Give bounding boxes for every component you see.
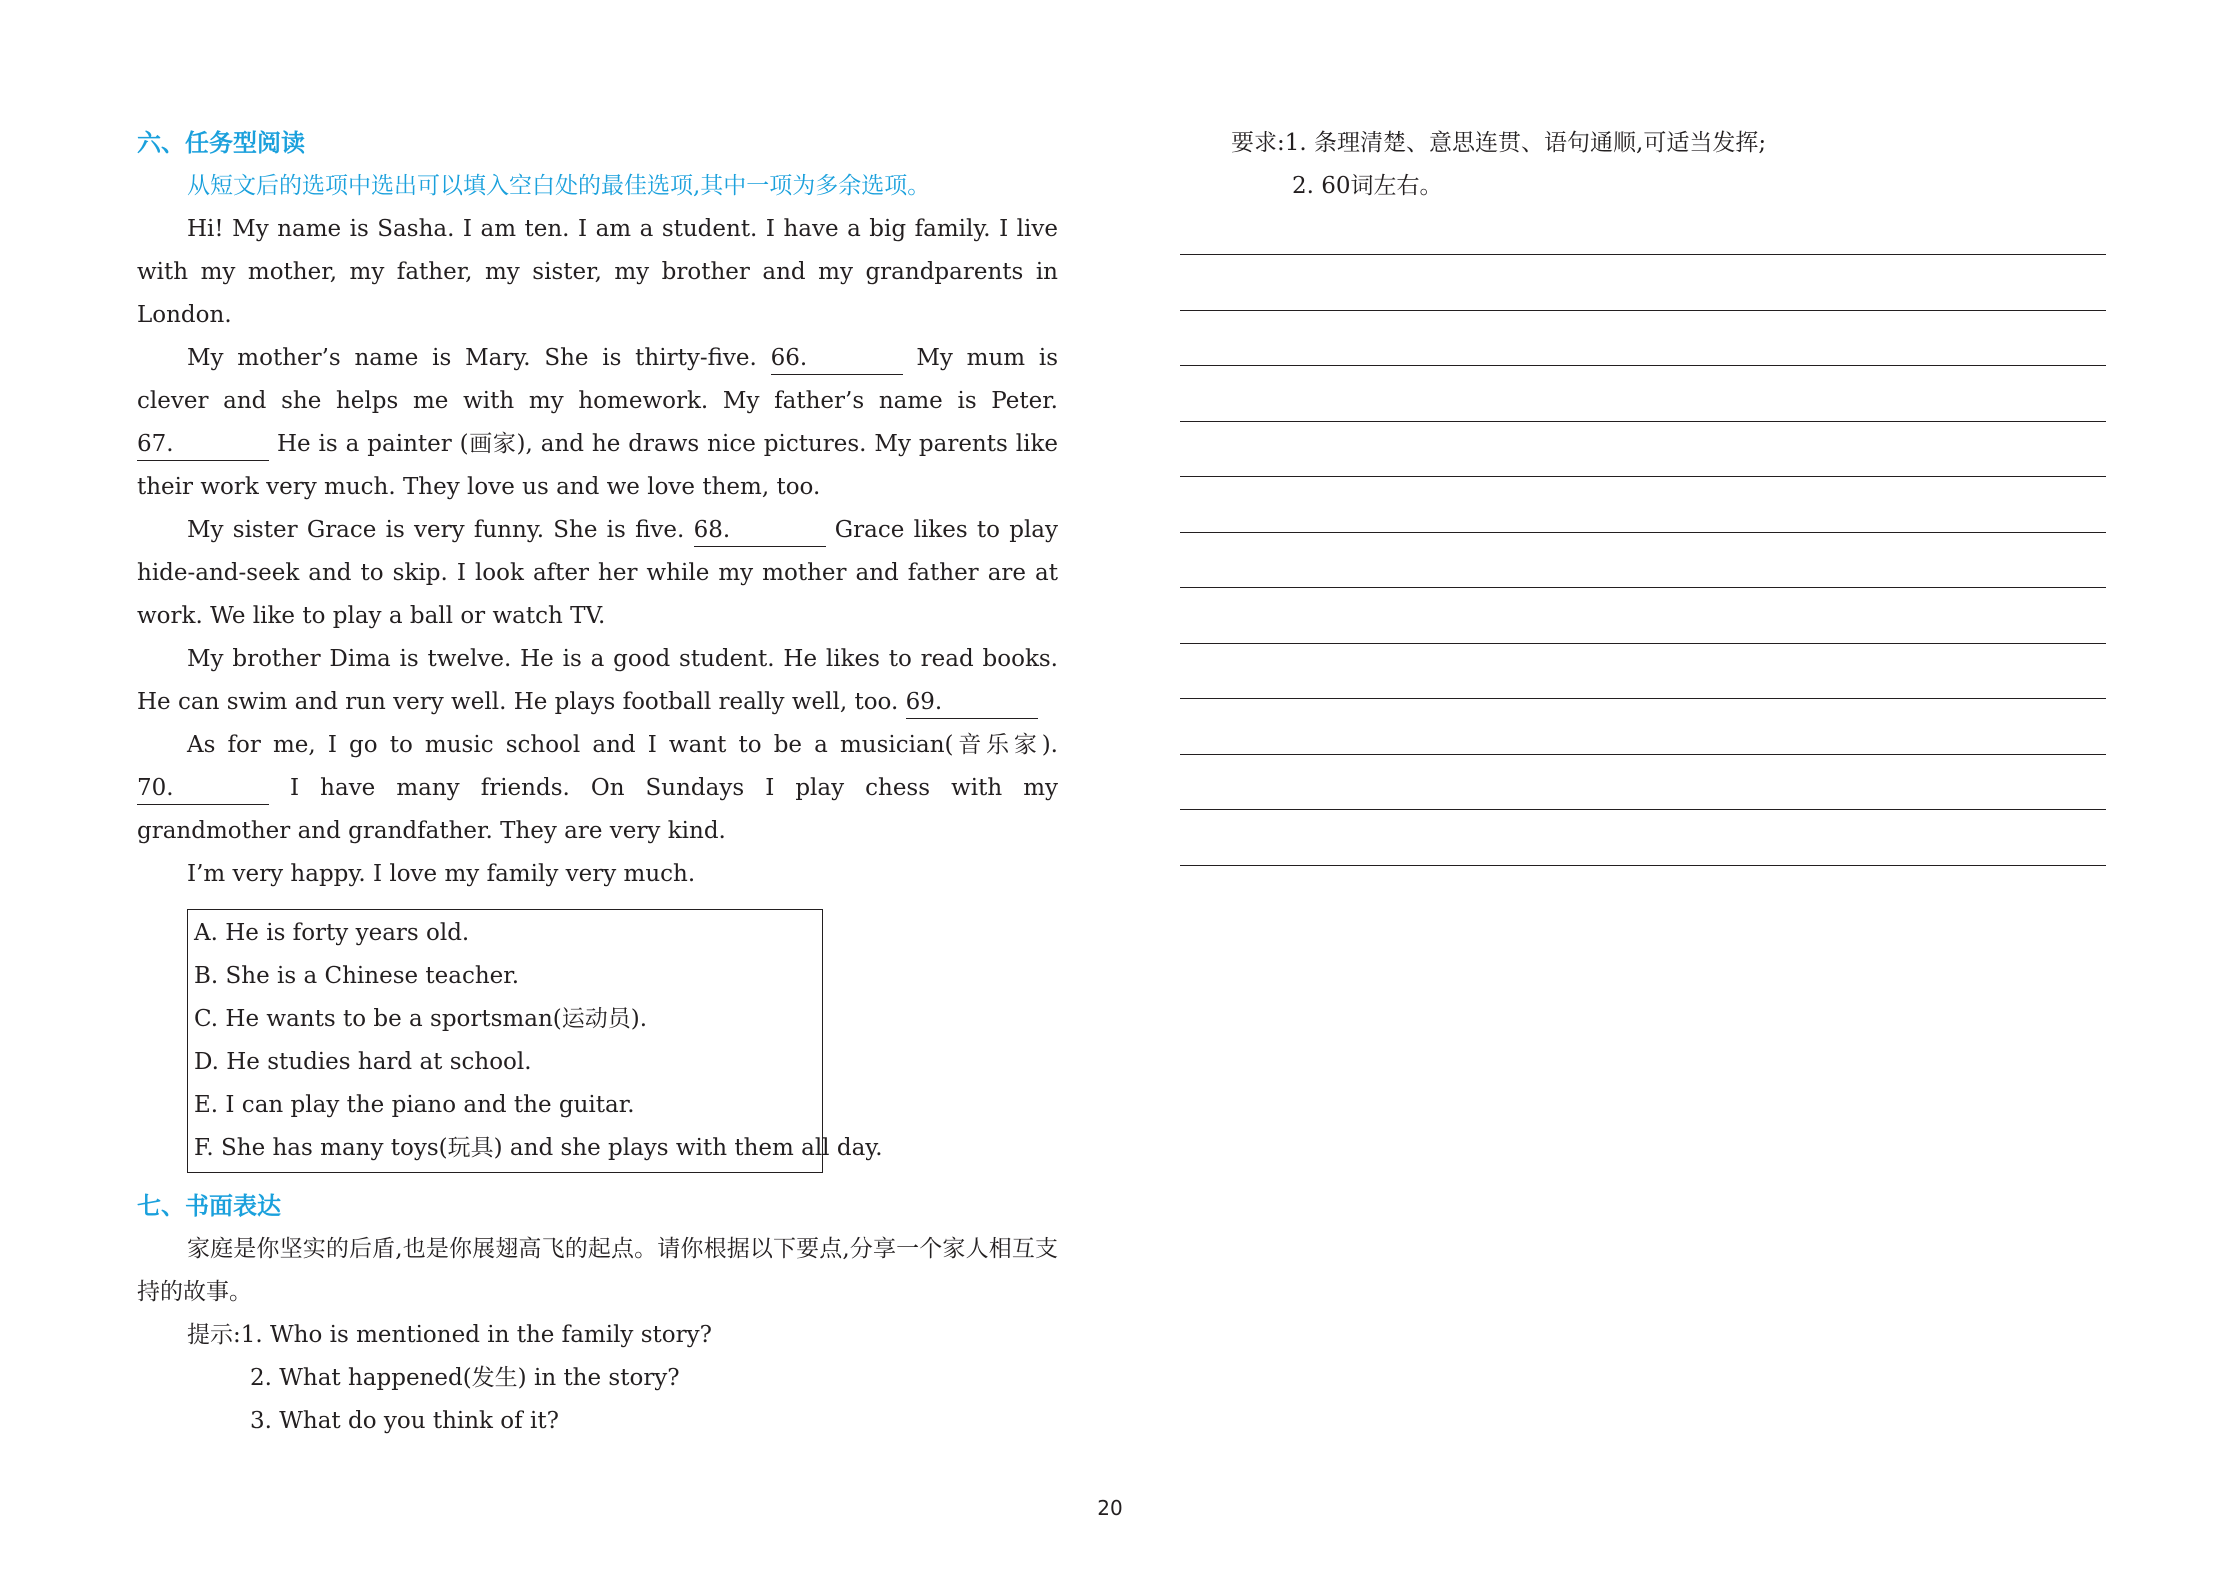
right-column [1175, 122, 2100, 208]
section6-instruction: 从短文后的选项中选出可以填入空白处的最佳选项,其中一项为多余选项。 [187, 173, 931, 199]
hint-text-1: 1. Who is mentioned in the family story? [240, 1322, 712, 1348]
left-column [137, 122, 1058, 1443]
writing-line[interactable] [1180, 810, 2106, 866]
para2-text-b: My mum is clever and she helps me with my homework. My father’s name is Peter. [137, 345, 1058, 414]
writing-line[interactable] [1180, 255, 2106, 311]
blank-70[interactable]: 70. [137, 772, 269, 805]
writing-line[interactable] [1180, 588, 2106, 644]
option-f: F. She has many toys(玩具) and she plays with them all day. [194, 1135, 883, 1161]
blank-68[interactable]: 68. [694, 514, 826, 547]
option-c: C. He wants to be a sportsman(运动员). [194, 1006, 648, 1032]
para5-text-a: As for me, I go to music school and I want to be a musician(音乐家). [187, 732, 1058, 758]
requirement-2: 2. 60词左右。 [1292, 173, 1443, 199]
blank-69[interactable]: 69. [906, 686, 1038, 719]
para3-text-b: Grace likes to play hide-and-seek and to skip. I look after her while my mother and father are at work. We like to play a ball or watch TV. [137, 517, 1058, 629]
para5-text-b: I have many friends. On Sundays I play chess with my grandmother and grandfather. They are very kind. [137, 775, 1059, 844]
writing-line[interactable] [1180, 533, 2106, 589]
options-box [187, 909, 883, 1173]
writing-prompt: 家庭是你坚实的后盾,也是你展翅高飞的起点。请你根据以下要点,分享一个家人相互支持的故事。 [137, 1236, 1058, 1305]
writing-lines[interactable] [1180, 254, 2106, 866]
section7-title: 七、书面表达 [137, 1192, 281, 1220]
page-number: 20 [1097, 1496, 1123, 1520]
writing-line[interactable] [1180, 422, 2106, 478]
para2-text-a: My mother’s name is Mary. She is thirty-five. [187, 345, 757, 371]
passage-paragraph-4 [137, 638, 1058, 724]
section7 [137, 1185, 1058, 1443]
writing-line[interactable] [1180, 366, 2106, 422]
hint-label: 提示: [187, 1322, 241, 1348]
hint-3: 3. What do you think of it? [250, 1408, 559, 1434]
writing-line[interactable] [1180, 755, 2106, 811]
option-a: A. He is forty years old. [194, 920, 470, 946]
para3-text-a: My sister Grace is very funny. She is five. [187, 517, 685, 543]
passage-paragraph-2 [137, 337, 1058, 509]
writing-line[interactable] [1180, 644, 2106, 700]
writing-line[interactable] [1180, 311, 2106, 367]
para2-text-c: He is a painter (画家), and he draws nice pictures. My parents like their work very much. They love us and we love them, too. [137, 431, 1058, 500]
option-b: B. She is a Chinese teacher. [194, 963, 520, 989]
requirement-label: 要求: [1231, 130, 1285, 156]
passage-paragraph-6: I’m very happy. I love my family very much. [187, 861, 696, 887]
blank-66[interactable]: 66. [771, 342, 903, 375]
writing-line[interactable] [1180, 477, 2106, 533]
option-e: E. I can play the piano and the guitar. [194, 1092, 635, 1118]
blank-67[interactable]: 67. [137, 428, 269, 461]
section6-title: 六、任务型阅读 [137, 129, 305, 157]
requirement-1 [1175, 122, 2100, 165]
hint-2: 2. What happened(发生) in the story? [250, 1365, 680, 1391]
passage-paragraph-5 [137, 724, 1058, 853]
option-d: D. He studies hard at school. [194, 1049, 532, 1075]
requirement-text-1: 1. 条理清楚、意思连贯、语句通顺,可适当发挥; [1284, 130, 1767, 156]
para4-text-a: My brother Dima is twelve. He is a good student. He likes to read books. He can swim and run very well. He plays football really well, too. [137, 646, 1058, 715]
hint-1 [137, 1314, 1058, 1357]
passage-paragraph-1: Hi! My name is Sasha. I am ten. I am a student. I have a big family. I live with my mother, my father, my sister, my brother and my grandparents in London. [137, 216, 1058, 328]
writing-line[interactable] [1180, 699, 2106, 755]
passage-paragraph-3 [137, 509, 1058, 638]
